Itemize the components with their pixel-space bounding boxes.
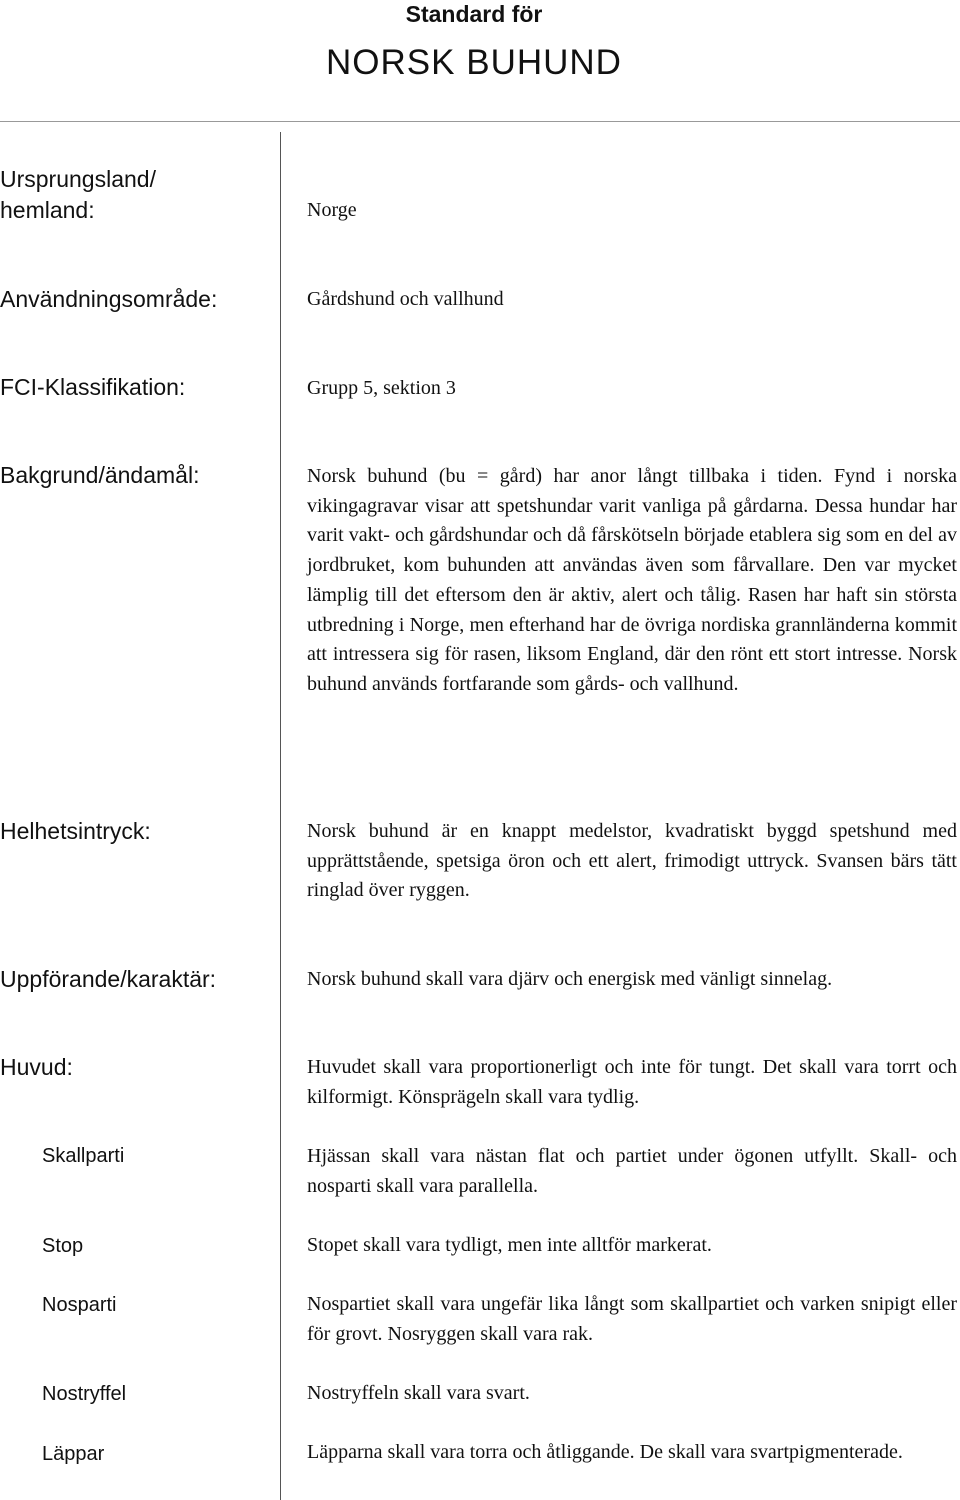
label-stop: Stop: [42, 1235, 84, 1257]
column-divider: [280, 132, 281, 1500]
text-stop: Stopet skall vara tydligt, men inte alltför markerat.: [307, 1234, 712, 1256]
text-nosparti: Nospartiet skall vara ungefär lika långt som skallpartiet och varken snipigt eller för grovt. Nosryggen skall vara rak.: [307, 1293, 957, 1345]
header-rule: [0, 121, 960, 122]
label-anvandningsomrade: Användningsområde:: [0, 286, 218, 312]
document-title: NORSK BUHUND: [326, 43, 622, 82]
document-subtitle: Standard för: [405, 1, 543, 27]
text-anvandningsomrade: Gårdshund och vallhund: [307, 288, 504, 310]
label-uppforande: Uppförande/karaktär:: [0, 966, 217, 992]
label-skallparti: Skallparti: [42, 1145, 125, 1167]
text-bakgrund: Norsk buhund (bu = gård) har anor långt tillbaka i tiden. Fynd i norska vikingagravar visar att spetshundar varit vanliga på gårdarna. Dessa hundar har varit vakt- och gårdshundar och då fårskötseln började etablera sig som en del av jordbruket, kom buhunden att användas även som fårvallare. Den var mycket lämplig till det eftersom den är aktiv, alert och tålig. Rasen har haft sin största utbredning i Norge, men efterhand har de övriga nordiska grannländerna kommit att intressera sig för rasen, liksom England, där den rönt ett stort intresse. Norsk buhund används fortfarande som gårds- och vallhund.: [307, 465, 957, 695]
text-nostryffel: Nostryffeln skall vara svart.: [307, 1382, 530, 1404]
text-ursprungsland: Norge: [307, 199, 357, 221]
text-lappar: Läpparna skall vara torra och åtliggande. De skall vara svartpigmenterade.: [307, 1441, 903, 1463]
text-skallparti: Hjässan skall vara nästan flat och partiet under ögonen utfyllt. Skall- och nosparti skall vara parallella.: [307, 1145, 957, 1197]
text-uppforande: Norsk buhund skall vara djärv och energisk med vänligt sinnelag.: [307, 968, 833, 990]
label-ursprungsland: Ursprungsland/ hemland:: [0, 166, 156, 223]
text-helhetsintryck: Norsk buhund är en knappt medelstor, kvadratiskt byggd spetshund med upprättstående, spetsiga öron och ett alert, frimodigt uttryck. Svansen bärs tätt ringlad över ryggen.: [307, 820, 957, 902]
label-bakgrund: Bakgrund/ändamål:: [0, 462, 200, 488]
text-fci-klassifikation: Grupp 5, sektion 3: [307, 377, 456, 399]
label-nostryffel: Nostryffel: [42, 1383, 127, 1405]
label-helhetsintryck: Helhetsintryck:: [0, 818, 151, 844]
label-lappar: Läppar: [42, 1443, 105, 1465]
text-huvud: Huvudet skall vara proportionerligt och inte för tungt. Det skall vara torrt och kilformigt. Könsprägeln skall vara tydlig.: [307, 1056, 957, 1108]
label-huvud: Huvud:: [0, 1054, 73, 1080]
label-fci-klassifikation: FCI-Klassifikation:: [0, 374, 186, 400]
label-nosparti: Nosparti: [42, 1294, 117, 1316]
